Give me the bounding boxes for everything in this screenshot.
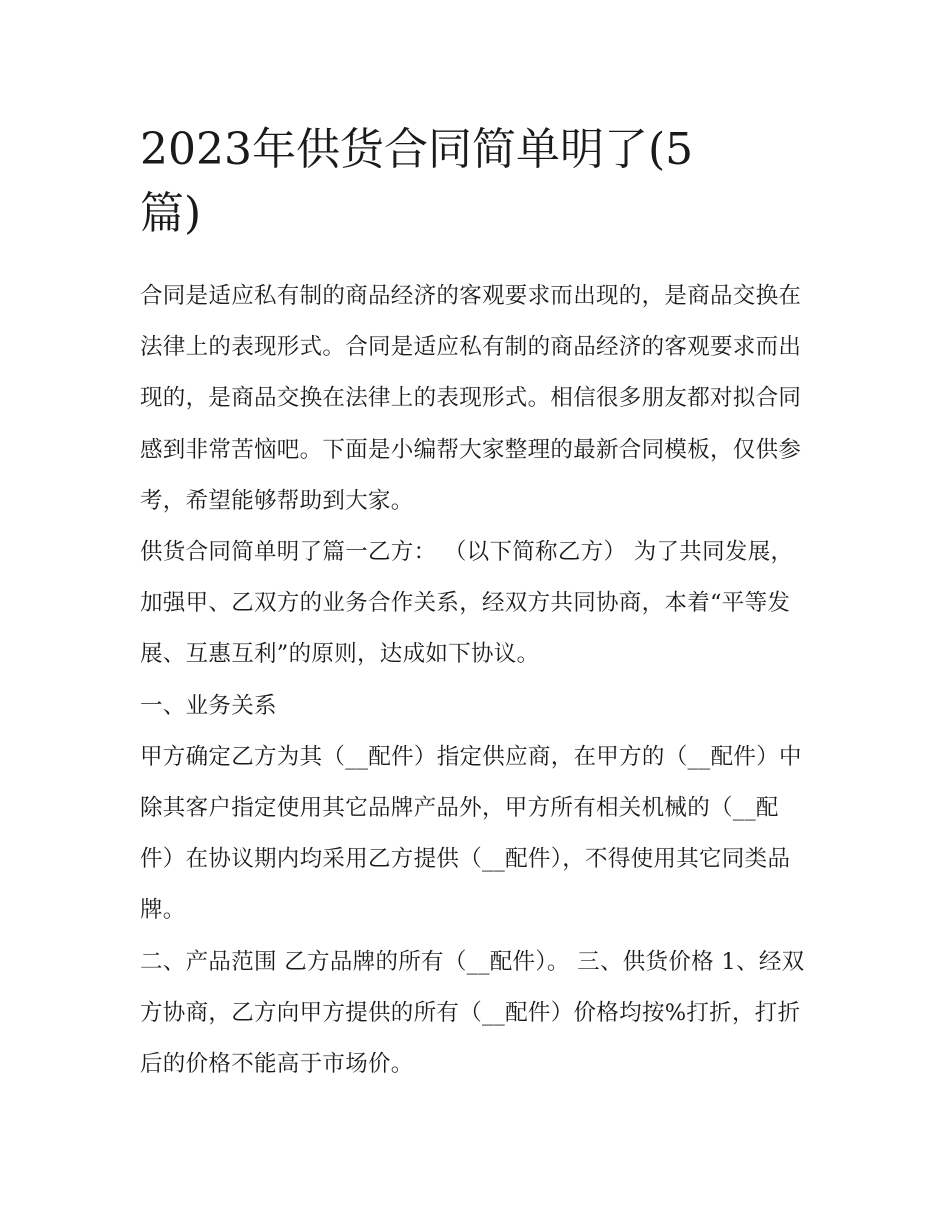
product-scope-price-paragraph: 二、产品范围 乙方品牌的所有（__配件）。 三、供货价格 1、经双方协商，乙方向甲方提供的所有（__配件）价格均按%打折，打折后的价格不能高于市场价。: [140, 948, 805, 1078]
business-relation-paragraph: 甲方确定乙方为其（__配件）指定供应商，在甲方的（__配件）中除其客户指定使用其它品牌产品外，甲方所有相关机械的（__配件）在协议期内均采用乙方提供（__配件），不得使用其它同类品牌。: [140, 743, 802, 924]
title-line-1: 2023年供货合同简单明了(5: [140, 124, 694, 175]
section-heading-business-relation: 一、业务关系: [140, 692, 277, 719]
document-title: [140, 118, 780, 246]
title-line-2: 篇): [140, 188, 202, 239]
contract-preamble-paragraph: 供货合同简单明了篇一乙方： （以下简称乙方） 为了共同发展，加强甲、乙双方的业务合作关系，经双方共同协商，本着“平等发展、互惠互利”的原则，达成如下协议。: [140, 539, 794, 668]
intro-paragraph: 合同是适应私有制的商品经济的客观要求而出现的，是商品交换在法律上的表现形式。合同是适应私有制的商品经济的客观要求而出现的，是商品交换在法律上的表现形式。相信很多朋友都对拟合同感到非常苦恼吧。下面是小编帮大家整理的最新合同模板，仅供参考，希望能够帮助到大家。: [140, 283, 802, 514]
